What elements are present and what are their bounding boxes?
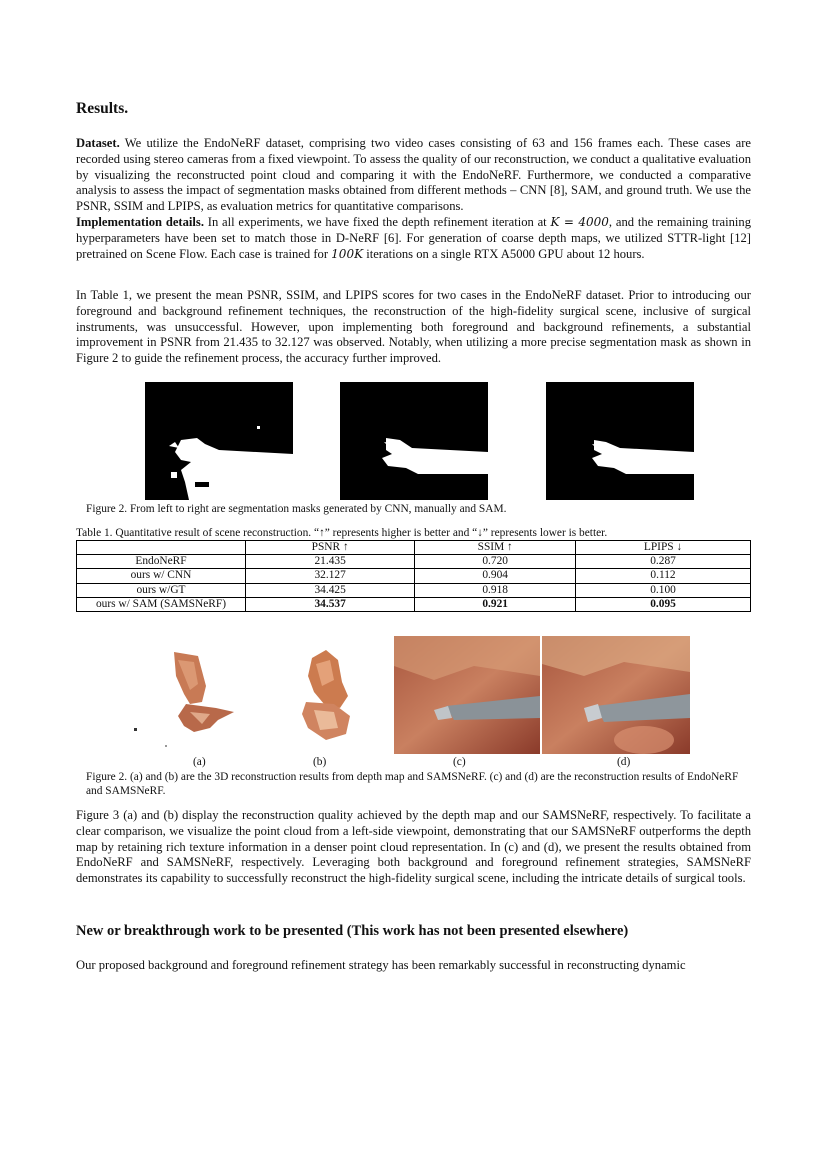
table-header-cell: LPIPS ↓ <box>576 541 751 555</box>
table-cell: 0.918 <box>415 583 576 597</box>
table-cell: EndoNeRF <box>77 555 246 569</box>
sublabel-b: (b) <box>313 756 327 768</box>
results-table <box>76 540 751 612</box>
table-cell: ours w/ CNN <box>77 569 246 583</box>
sublabel-c: (c) <box>453 756 466 768</box>
point-cloud-depth-map <box>106 646 246 756</box>
table-row <box>77 555 751 569</box>
table-1-caption: Table 1. Quantitative result of scene reconstruction. “↑” represents higher is better and “↓” represents lower is better. <box>76 527 608 539</box>
table-cell: 0.100 <box>576 583 751 597</box>
table-cell: 21.435 <box>246 555 415 569</box>
final-paragraph: Our proposed background and foreground refinement strategy has been remarkably successful in reconstructing dynamic <box>76 958 686 972</box>
table-cell: ours w/GT <box>77 583 246 597</box>
math-iterations: 100K <box>331 246 364 261</box>
table-header-cell: PSNR ↑ <box>246 541 415 555</box>
table-header-row <box>77 541 751 555</box>
scene-renders <box>394 636 690 754</box>
mask-sam <box>546 382 694 500</box>
new-work-heading: New or breakthrough work to be presented (This work has not been presented elsewhere) <box>76 923 629 939</box>
mask-cnn <box>145 382 293 500</box>
table-header-cell: SSIM ↑ <box>415 541 576 555</box>
dataset-paragraph <box>76 136 751 215</box>
table-cell: 34.425 <box>246 583 415 597</box>
table-header-cell <box>77 541 246 555</box>
math-k: K = 4000 <box>550 215 609 229</box>
implementation-paragraph <box>76 215 751 262</box>
point-cloud-samsnerf <box>286 646 376 756</box>
table-cell: 0.287 <box>576 555 751 569</box>
dataset-text: We utilize the EndoNeRF dataset, comprising two video cases consisting of 63 and 156 frames each. These cases are recorded using stereo cameras from a fixed viewpoint. To assess the quality of our reconstruction, we conduct a qualitative evaluation by visualizing the reconstructed point cloud and comparing it with the EndoNeRF. Furthermore, we conducted a comparative analysis to assess the impact of segmentation masks obtained from different methods – CNN [8], SAM, and ground truth. We use the PSNR, SSIM and LPIPS, as evaluation metrics for quantitative comparisons. <box>76 136 751 214</box>
table-cell: ours w/ SAM (SAMSNeRF) <box>77 597 246 611</box>
implementation-text-c: iterations on a single RTX A5000 GPU about 12 hours. <box>363 246 645 261</box>
table-row-best <box>77 597 751 611</box>
table-cell: 0.112 <box>576 569 751 583</box>
mask-manual <box>340 382 488 500</box>
dataset-label: Dataset. <box>76 136 120 150</box>
table-cell-best: 0.921 <box>415 597 576 611</box>
figure-3-paragraph: Figure 3 (a) and (b) display the reconstruction quality achieved by the depth map and our SAMSNeRF, respectively. To facilitate a clear comparison, we visualize the point cloud from a left-side viewpoint, demonstrating that our SAMSNeRF outperforms the depth map by retaining rich texture information in a denser point cloud representation. In (c) and (d), we present the results obtained from EndoNeRF and SAMSNeRF, respectively. Leveraging both background and foreground refinement strategies, SAMSNeRF demonstrates its capability to successfully reconstruct the high-fidelity surgical scene, including the intricate details of surgical tools. <box>76 808 751 886</box>
figure-2-caption: Figure 2. From left to right are segmentation masks generated by CNN, manually and SAM. <box>86 503 507 515</box>
table-row <box>77 569 751 583</box>
implementation-text-a: In all experiments, we have fixed the depth refinement iteration at <box>203 215 551 229</box>
figure-3-images <box>76 636 751 768</box>
table-cell-best: 0.095 <box>576 597 751 611</box>
results-heading: Results. <box>76 100 129 117</box>
table-cell: 0.904 <box>415 569 576 583</box>
figure-3-caption: Figure 2. (a) and (b) are the 3D reconstruction results from depth map and SAMSNeRF. (c) and (d) are the reconstruction results of EndoNeRF and SAMSNeRF. <box>86 771 739 797</box>
table-row <box>77 583 751 597</box>
table-cell: 32.127 <box>246 569 415 583</box>
sublabel-d: (d) <box>617 756 631 768</box>
sublabel-a: (a) <box>193 756 206 768</box>
implementation-label: Implementation details. <box>76 215 204 229</box>
implementation-text-b: , and the remaining training hyperparameters have been set to match those in D-NeRF [6]. For generation of coarse depth maps, we utilized STTR-light [12] pretrained on Scene Flow. Each case is trained for <box>76 215 752 261</box>
table-paragraph: In Table 1, we present the mean PSNR, SSIM, and LPIPS scores for two cases in the EndoNeRF dataset. Prior to introducing our foreground and background refinement techniques, the reconstruction of the high-fidelity surgical scene, inclusive of surgical instruments, was unsuccessful. However, upon implementing both foreground and background refinements, a substantial improvement in PSNR from 21.435 to 32.127 was observed. Notably, when utilizing a more precise segmentation mask as shown in Figure 2 to guide the refinement process, the accuracy further improved. <box>76 288 751 366</box>
table-cell-best: 34.537 <box>246 597 415 611</box>
figure-2-masks <box>76 382 751 500</box>
table-cell: 0.720 <box>415 555 576 569</box>
